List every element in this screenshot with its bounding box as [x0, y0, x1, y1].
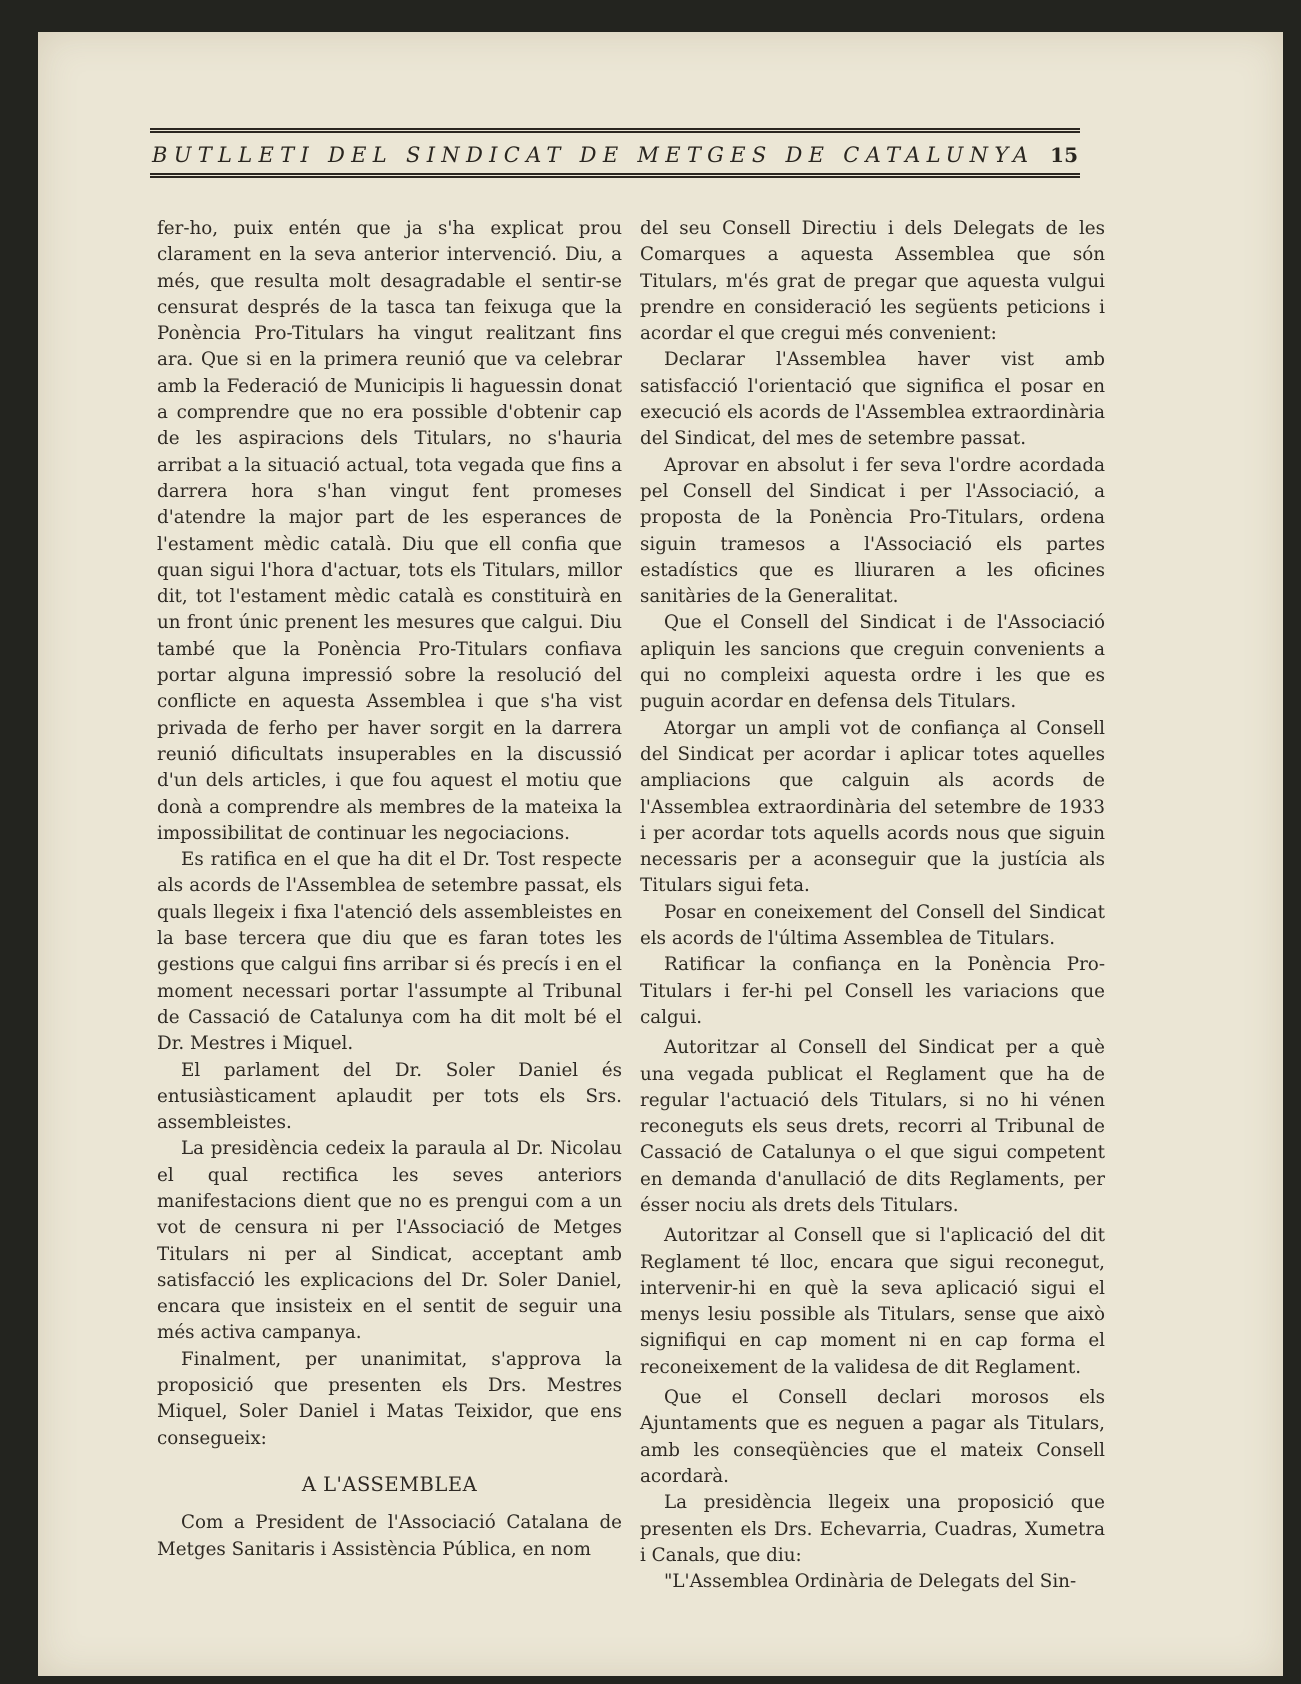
paragraph: Es ratifica en el que ha dit el Dr. Tost respecte als acords de l'Assemblea de setembre passat, els quals llegeix i fixa l'atenció dels assembleistes en la base tercera que diu que es faran totes les gestions que calgui fins arribar si és precís i en el moment necessari portar l'assumpte al Tribunal de Cassació de Catalunya com ha dit molt bé el Dr. Mestres i Miquel. [157, 849, 622, 1055]
paragraph: Ratificar la confiança en la Ponència Pro-Titulars i fer-hi pel Consell les variacions que calgui. [640, 954, 1105, 1028]
page-number: 15 [1050, 143, 1078, 167]
left-column [157, 216, 622, 1563]
journal-title: BUTLLETI DEL SINDICAT DE METGES DE CATALUNYA [152, 143, 1035, 167]
paragraph: Com a President de l'Associació Catalana de Metges Sanitaris i Assistència Pública, en nom [157, 1512, 622, 1560]
paragraph: Posar en coneixement del Consell del Sindicat els acords de l'última Assemblea de Titulars. [640, 901, 1105, 950]
paragraph: "L'Assemblea Ordinària de Delegats del Sin- [664, 1571, 1077, 1593]
paragraph: Finalment, per unanimitat, s'approva la proposició que presenten els Drs. Mestres Miquel, Soler Daniel i Matas Teixidor, que ens consegueix: [157, 1348, 622, 1449]
section-heading: A L'ASSEMBLEA [301, 1472, 478, 1496]
paragraph: Atorgar un ampli vot de confiança al Consell del Sindicat per acordar i aplicar totes aquelles ampliacions que calguin als acords de l'Assemblea extraordinària del setembre de 1933 i per acordar tots aquells acords nous que siguin necessaris per a aconseguir que la justícia als Titulars sigui feta. [640, 717, 1105, 897]
paragraph: La presidència llegeix una proposició que presenten els Drs. Echevarria, Cuadras, Xumetra i Canals, que diu: [640, 1492, 1105, 1566]
paragraph: Autoritzar al Consell del Sindicat per a què una vegada publicat el Reglament que ha de regular l'actuació dels Titulars, si no hi vénen reconeguts els seus drets, recorri al Tribunal de Cassació de Catalunya o el que sigui competent en demanda d'anullació de dits Reglaments, per ésser nociu als drets dels Titulars. [640, 1037, 1105, 1216]
right-column [640, 216, 1105, 1595]
paragraph: Aprovar en absolut i fer seva l'ordre acordada pel Consell del Sindicat i per l'Associació, a proposta de la Ponència Pro-Titulars, ordena siguin tramesos a l'Associació els partes estadístics que es lliuraren a les oficines sanitàries de la Generalitat. [640, 454, 1105, 608]
paragraph: Que el Consell declari morosos els Ajuntaments que es neguen a pagar als Titulars, amb les conseqüències que el mateix Consell acordarà. [640, 1387, 1105, 1487]
paragraph: El parlament del Dr. Soler Daniel és entusiàsticament aplaudit per tots els Srs. assembleistes. [157, 1059, 622, 1134]
paragraph: La presidència cedeix la paraula al Dr. Nicolau el qual rectifica les seves anteriors manifestacions dient que no es prengui com a un vot de censura ni per l'Associació de Metges Titulars ni per al Sindicat, acceptant amb satisfacció les explicacions del Dr. Soler Daniel, encara que insisteix en el sentit de seguir una més activa campanya. [157, 1138, 622, 1344]
running-header [150, 128, 1080, 178]
paragraph: Declarar l'Assemblea haver vist amb satisfacció l'orientació que significa el posar en execució els acords de l'Assemblea extraordinària del Sindicat, del mes de setembre passat. [640, 349, 1105, 450]
paragraph: Autoritzar al Consell que si l'aplicació del dit Reglament té lloc, encara que sigui reconegut, intervenir-hi en què la seva aplicació sigui el menys lesiu possible als Titulars, sense que això signifiqui en cap moment ni en cap forma el reconeixement de la validesa de dit Reglament. [640, 1225, 1105, 1378]
paragraph: del seu Consell Directiu i dels Delegats de les Comarques a aquesta Assemblea que són Titulars, m'és grat de pregar que aquesta vulgui prendre en consideració les següents peticions i acordar el que cregui més convenient: [640, 218, 1105, 345]
paragraph: Que el Consell del Sindicat i de l'Associació apliquin les sancions que creguin convenients a qui no compleixi aquesta ordre i les que es puguin acordar en defensa dels Titulars. [640, 612, 1105, 713]
paragraph: fer-ho, puix entén que ja s'ha explicat prou clarament en la seva anterior intervenció. Diu, a més, que resulta molt desagradable el sentir-se censurat després de la tasca tan feixuga que la Ponència Pro-Titulars ha vingut realitzant fins ara. Que si en la primera reunió que va celebrar amb la Federació de Municipis li haguessin donat a comprendre que no era possible d'obtenir cap de les aspiracions dels Titulars, no s'hauria arribat a la situació actual, tota vegada que fins a darrera hora s'han vingut fent promeses d'atendre la major part de les esperances de l'estament mèdic català. Diu que ell confia que quan sigui l'hora d'actuar, tots els Titulars, millor dit, tot l'estament mèdic català es constituirà en un front únic prenent les mesures que calgui. Diu també que la Ponència Pro-Titulars confiava portar alguna impressió sobre la resolució del conflicte en aquesta Assemblea i que s'ha vist privada de ferho per haver sorgit en la darrera reunió dificultats insuperables en la discussió d'un dels articles, i que fou aquest el motiu que donà a comprendre als membres de la mateixa la impossibilitat de continuar les negociacions. [157, 218, 622, 844]
